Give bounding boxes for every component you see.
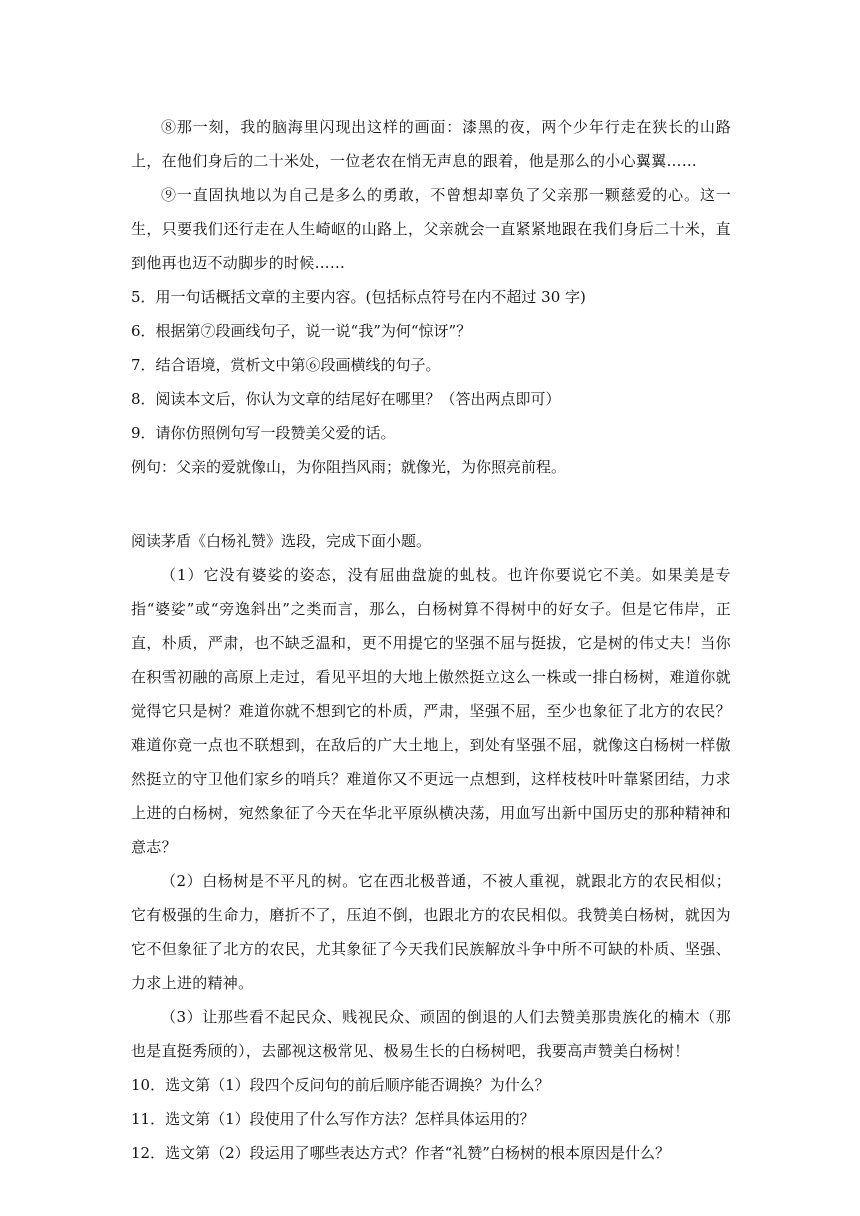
reading-instruction: 阅读茅盾《白杨礼赞》选段，完成下面小题。: [131, 532, 432, 550]
excerpt-paragraph-1: （1）它没有婆娑的姿态，没有屈曲盘旋的虬枝。也许你要说它不美。如果美是专指“婆娑”或“旁逸斜出”之类而言，那么，白杨树算不得树中的好女子。但是它伟岸，正直，朴质，严肃，也不缺乏温和，更不用提它的坚强不屈与挺拔，它是树的伟丈夫！当你在积雪初融的高原上走过，看见平坦的大地上傲然挺立这么一株或一排白杨树，难道你就觉得它只是树？难道你就不想到它的朴质，严肃，坚强不屈，至少也象征了北方的农民？难道你竟一点也不联想到，在敌后的广大土地上，到处有坚强不屈，就像这白杨树一样傲然挺立的守卫他们家乡的哨兵？难道你又不更远一点想到，这样枝枝叶叶靠紧团结，力求上进的白杨树，宛然象征了今天在华北平原纵横决荡，用血写出新中国历史的那种精神和意志？: [131, 566, 731, 856]
excerpt-paragraph-2: （2）白杨树是不平凡的树。它在西北极普通，不被人重视，就跟北方的农民相似；它有极强的生命力，磨折不了，压迫不倒，也跟北方的农民相似。我赞美白杨树，就因为它不但象征了北方的农民，尤其象征了今天我们民族解放斗争中所不可缺的朴质、坚强、力求上进的精神。: [131, 872, 731, 992]
question-12: 12．选文第（2）段运用了哪些表达方式？作者“礼赞”白杨树的根本原因是什么？: [131, 1144, 670, 1162]
paragraph-8: ⑧那一刻，我的脑海里闪现出这样的画面：漆黑的夜，两个少年行走在狭长的山路上，在他们身后的二十米处，一位老农在悄无声息的跟着，他是那么的小心翼翼……: [131, 118, 731, 170]
section-gap: [131, 484, 731, 524]
paragraph-9: ⑨一直固执地以为自己是多么的勇敢，不曾想却辜负了父亲那一颗慈爱的心。这一生，只要我们还行走在人生崎岖的山路上，父亲就会一直紧紧地跟在我们身后二十米，直到他再也迈不动脚步的时候……: [131, 186, 731, 272]
question-10: 10．选文第（1）段四个反问句的前后顺序能否调换？为什么？: [131, 1076, 550, 1094]
question-11: 11．选文第（1）段使用了什么写作方法？怎样具体运用的？: [131, 1110, 535, 1128]
question-5: 5．用一句话概括文章的主要内容。(包括标点符号在内不超过 30 字): [131, 288, 586, 306]
question-9: 9．请你仿照例句写一段赞美父爱的话。: [131, 424, 396, 442]
example-sentence: 例句：父亲的爱就像山，为你阻挡风雨；就像光，为你照亮前程。: [131, 458, 567, 476]
question-6: 6．根据第⑦段画线句子，说一说“我”为何“惊讶”？: [131, 322, 472, 340]
question-7: 7．结合语境，赏析文中第⑥段画横线的句子。: [131, 356, 441, 374]
excerpt-paragraph-3: （3）让那些看不起民众、贱视民众、顽固的倒退的人们去赞美那贵族化的楠木（那也是直挺秀颀的），去鄙视这极常见、极易生长的白杨树吧，我要高声赞美白杨树！: [131, 1008, 731, 1060]
question-8: 8．阅读本文后，你认为文章的结尾好在哪里？（答出两点即可）: [131, 390, 561, 408]
document-body: [131, 110, 731, 1170]
